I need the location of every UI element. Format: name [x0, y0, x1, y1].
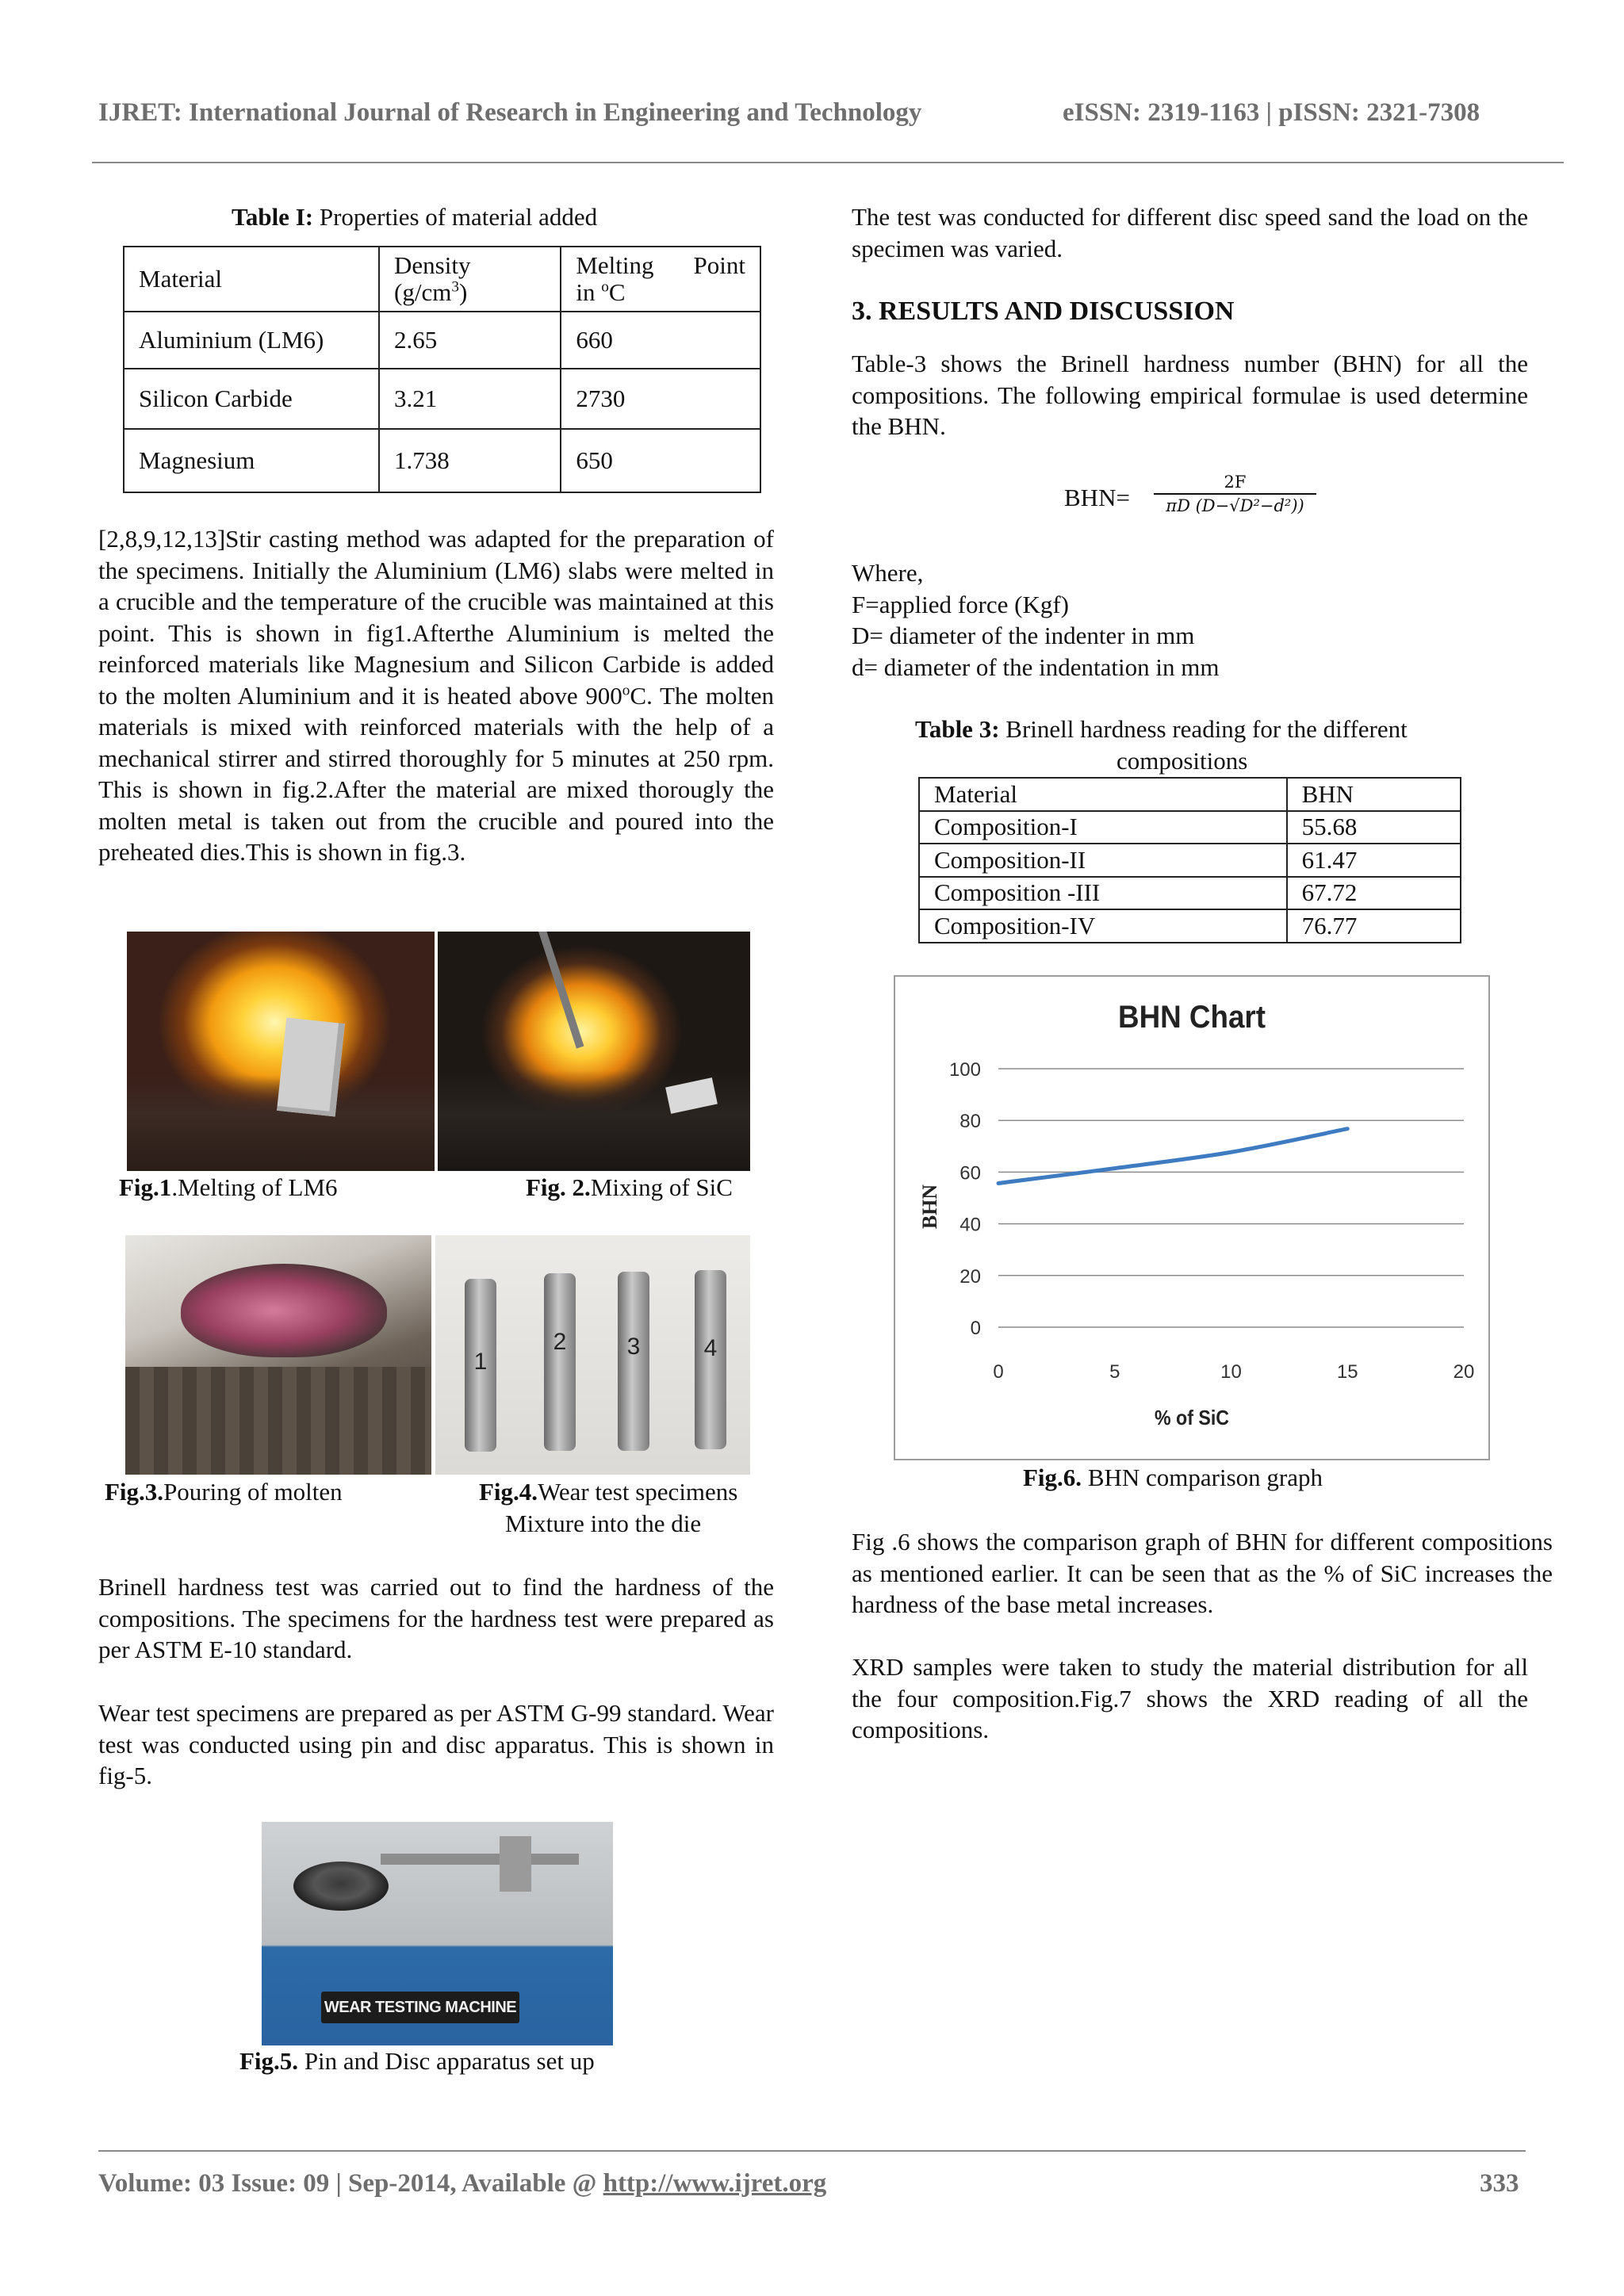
where-indentation: d= diameter of the indentation in mm: [852, 652, 1220, 681]
fig5-text: Pin and Disc apparatus set up: [298, 2047, 595, 2075]
table3-cell: 55.68: [1287, 811, 1461, 844]
table1-cell: 650: [561, 429, 760, 492]
table1-header-row: [124, 247, 760, 312]
chart-title: BHN Chart: [1118, 1000, 1266, 1035]
table1-cell: 660: [561, 312, 760, 369]
table3-cell: Composition-II: [919, 844, 1287, 877]
specimen-2: 2: [544, 1273, 576, 1451]
specimen-1: 1: [465, 1279, 496, 1452]
aluminium-slab: [277, 1017, 345, 1116]
chart-x-tick-label: 0: [993, 1361, 1004, 1383]
left-paragraph-wear: Wear test specimens are prepared as per ASTM G-99 standard. Wear test was conducted using pin and disc apparatus. This is shown in fig-5.: [98, 1699, 774, 1789]
fig5-label: Fig.5.: [239, 2047, 299, 2075]
fig4-caption: [479, 1476, 737, 1508]
where-indenter: D= diameter of the indenter in mm: [852, 622, 1195, 649]
section-heading: 3. RESULTS AND DISCUSSION: [852, 297, 1235, 326]
fig2-text: Mixing of SiC: [590, 1173, 733, 1201]
chart-y-tick-label: 20: [959, 1265, 981, 1288]
disc: [293, 1862, 389, 1911]
fig4-label: Fig.4.: [479, 1478, 538, 1506]
table1-caption: [232, 201, 597, 233]
pin-holder: [500, 1836, 531, 1892]
where-force: F=applied force (Kgf): [852, 590, 1069, 618]
footer-rule: [98, 2150, 1526, 2152]
chart-series-line: [998, 1129, 1347, 1184]
fig1-text: .Melting of LM6: [171, 1173, 338, 1201]
fig4-caption-continuation: Mixture into the die: [505, 1510, 702, 1537]
fig5-caption: [239, 2045, 595, 2077]
table1-header-material: Material: [124, 247, 379, 312]
header-rule: [92, 162, 1564, 163]
table1: [123, 246, 761, 493]
table3-row: [919, 844, 1461, 877]
specimen-3: 3: [618, 1272, 649, 1451]
fig3-text: Pouring of molten: [163, 1478, 343, 1506]
journal-title: IJRET: International Journal of Research in Engineering and Technology: [98, 98, 922, 127]
footer-link[interactable]: http://www.ijret.org: [603, 2169, 827, 2198]
fig4-text: Wear test specimens: [538, 1478, 738, 1506]
die-mould: [125, 1367, 431, 1475]
table1-caption-text: Properties of material added: [313, 203, 598, 231]
fig3-photo: [125, 1235, 431, 1475]
table3-header-bhn: BHN: [1287, 778, 1461, 811]
right-paragraph-comparison: Fig .6 shows the comparison graph of BHN for different compositions as mentioned earlier. It can be seen that as the % of SiC increases the hardness of the base metal increases.: [852, 1528, 1553, 1618]
fig1-photo: [127, 932, 435, 1171]
chart-grid: [998, 1069, 1464, 1327]
fig6-label: Fig.6.: [1023, 1464, 1082, 1491]
chart-y-tick-label: 80: [959, 1111, 981, 1133]
fig2-photo: [438, 932, 750, 1171]
table1-row: [124, 429, 760, 492]
table1-cell: 2.65: [379, 312, 561, 369]
chart-y-ticks: [949, 1059, 981, 1339]
table3-row: [919, 811, 1461, 844]
right-paragraph-xrd: XRD samples were taken to study the material distribution for all the four composition.Fig.7 shows the XRD reading of all the compositions.: [852, 1653, 1528, 1743]
table3-cell: 76.77: [1287, 909, 1461, 943]
chart-y-tick-label: 0: [970, 1318, 981, 1339]
chart-series: [998, 1129, 1347, 1184]
table3-cell: Composition-IV: [919, 909, 1287, 943]
formula-numerator: 2F: [1224, 473, 1247, 492]
chart-x-tick-label: 15: [1336, 1361, 1358, 1383]
table1-caption-label: Table I:: [232, 203, 314, 231]
fig6-text: BHN comparison graph: [1082, 1464, 1323, 1491]
load-arm: [381, 1854, 579, 1865]
table3-caption-label: Table 3:: [915, 715, 1000, 743]
chart-x-ticks: [993, 1361, 1474, 1383]
chart-x-tick-label: 5: [1109, 1361, 1120, 1383]
table3-row: [919, 877, 1461, 910]
fig3-caption: [105, 1476, 343, 1508]
left-paragraph-1-tail: C. The molten materials is mixed with reinforced materials with the help of a mechanical stirrer and stirred thoroughly for 5 minutes at 250 rpm. This is shown in fig.2.After the material are mixed thorougly the molten metal is taken out from the crucible and poured into the preheated dies.This is shown in fig.3.: [98, 681, 774, 866]
issn: eISSN: 2319-1163 | pISSN: 2321-7308: [1063, 98, 1480, 127]
table3-cell: Composition -III: [919, 877, 1287, 910]
table1-row: [124, 369, 760, 429]
table1-header-density: Density $(g/cm^3)$: [379, 247, 561, 312]
formula-lhs: BHN=: [1064, 484, 1130, 511]
stirrer-rod: [538, 932, 584, 1049]
machine-label: WEAR TESTING MACHINE: [321, 1992, 519, 2023]
fig4-photo: [435, 1235, 750, 1475]
specimen-4: 4: [695, 1270, 726, 1449]
table3-caption: [915, 714, 1408, 745]
chart-y-tick-label: 60: [959, 1162, 981, 1184]
chart-x-tick-label: 20: [1453, 1361, 1475, 1383]
left-paragraph-stir-casting: [98, 523, 774, 868]
table3-header-material: Material: [919, 778, 1287, 811]
formula-fraction: [1154, 473, 1316, 515]
right-paragraph-test: The test was conducted for different disc speed sand the load on the specimen was varied.: [852, 203, 1528, 262]
table1-cell: 1.738: [379, 429, 561, 492]
chart-y-tick-label: 40: [959, 1214, 981, 1236]
table1-cell: Aluminium (LM6): [124, 312, 379, 369]
chart-x-tick-label: 10: [1220, 1361, 1242, 1383]
table1-cell: Silicon Carbide: [124, 369, 379, 429]
bhn-chart-frame: [894, 975, 1490, 1460]
table1-header-melting: Melting Point in $^o$C: [561, 247, 760, 312]
fig5-photo: [262, 1822, 613, 2045]
table3-row: [919, 909, 1461, 943]
table1-cell: 2730: [561, 369, 760, 429]
right-paragraph-bhn: Table-3 shows the Brinell hardness number (BHN) for all the compositions. The following empirical formulae is used determine the BHN.: [852, 350, 1528, 440]
fig2-label: Fig. 2.: [526, 1173, 591, 1201]
fig1-label: Fig.1: [119, 1173, 172, 1201]
where-label: Where,: [852, 559, 924, 587]
left-paragraph-1-text: [2,8,9,12,13]Stir casting method was adapted for the preparation of the specimens. Initially the Aluminium (LM6) slabs were melted in a crucible and the temperature of the crucible was maintained at this point. This is shown in fig1.Afterthe Aluminium is melted the reinforced materials like Magnesium and Silicon Carbide is added to the molten Aluminium and it is heated above 900: [98, 525, 774, 710]
degree-symbol: o: [622, 682, 630, 699]
table1-cell: Magnesium: [124, 429, 379, 492]
bhn-chart: [895, 977, 1488, 1459]
chart-y-tick-label: 100: [948, 1059, 981, 1081]
fig1-caption: [119, 1172, 338, 1203]
left-paragraph-brinell: Brinell hardness test was carried out to find the hardness of the compositions. The specimens for the hardness test were prepared as per ASTM E-10 standard.: [98, 1573, 774, 1663]
table3-caption-text: Brinell hardness reading for the different: [999, 715, 1408, 743]
page-number: 333: [1480, 2169, 1519, 2198]
table1-row: [124, 312, 760, 369]
table3-header-row: [919, 778, 1461, 811]
fig3-label: Fig.3.: [105, 1478, 164, 1506]
fig6-caption: [1023, 1462, 1323, 1494]
ladle: [181, 1264, 387, 1357]
table3-cell: Composition-I: [919, 811, 1287, 844]
chart-y-label: BHN: [918, 1184, 941, 1230]
formula-definitions: [852, 557, 1528, 683]
fig2-caption: [526, 1172, 733, 1203]
table3-cell: 61.47: [1287, 844, 1461, 877]
table3-caption-line2: compositions: [1116, 747, 1248, 775]
chart-x-label: % of SiC: [1155, 1406, 1230, 1429]
footer-volume: [98, 2169, 826, 2198]
formula-denominator: πD (D−√D²−d²)): [1154, 493, 1316, 515]
table3-cell: 67.72: [1287, 877, 1461, 910]
table3: [918, 777, 1461, 943]
footer-text: Volume: 03 Issue: 09 | Sep-2014, Available @: [98, 2169, 603, 2198]
table1-cell: 3.21: [379, 369, 561, 429]
